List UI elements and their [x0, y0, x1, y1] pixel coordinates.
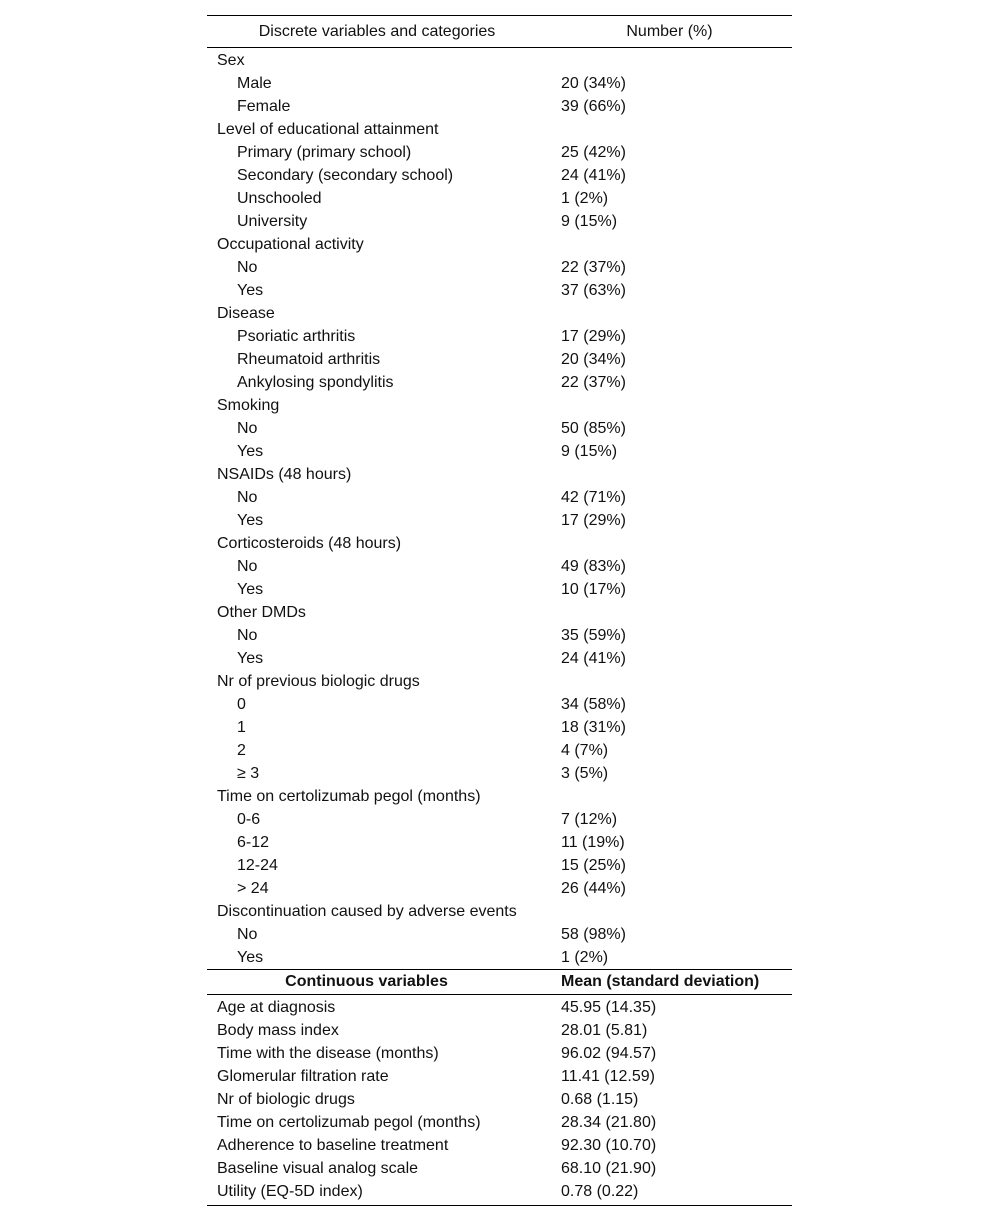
- item-label: No: [237, 489, 258, 506]
- item-label: Ankylosing spondylitis: [237, 374, 394, 391]
- item-value: 24 (41%): [561, 167, 626, 184]
- table-row: [207, 256, 792, 279]
- category-label: Corticosteroids (48 hours): [217, 535, 402, 552]
- item-value: 15 (25%): [561, 857, 626, 874]
- discrete-header-label: Discrete variables and categories: [258, 22, 496, 40]
- table-row: [207, 1157, 792, 1180]
- category-label: Discontinuation caused by adverse events: [217, 903, 517, 920]
- continuous-value: 11.41 (12.59): [561, 1068, 655, 1085]
- table-row: [207, 279, 792, 302]
- item-value: 34 (58%): [561, 696, 626, 713]
- continuous-value: 0.78 (0.22): [561, 1183, 639, 1200]
- continuous-value: 96.02 (94.57): [561, 1045, 657, 1062]
- item-value: 42 (71%): [561, 489, 626, 506]
- table-row: [207, 95, 792, 118]
- table-row: [207, 808, 792, 831]
- category-label: Level of educational attainment: [217, 121, 439, 138]
- item-value: 22 (37%): [561, 259, 626, 276]
- item-label: 0: [237, 696, 246, 713]
- category-label: Nr of previous biologic drugs: [217, 673, 420, 690]
- continuous-value: 68.10 (21.90): [561, 1160, 657, 1177]
- item-value: 50 (85%): [561, 420, 626, 437]
- continuous-value: 92.30 (10.70): [561, 1137, 657, 1154]
- category-label: NSAIDs (48 hours): [217, 466, 352, 483]
- item-label: Female: [237, 98, 291, 115]
- item-value: 49 (83%): [561, 558, 626, 575]
- category-row: [207, 785, 792, 808]
- item-value: 58 (98%): [561, 926, 626, 943]
- item-value: 26 (44%): [561, 880, 626, 897]
- table-row: [207, 578, 792, 601]
- item-label: > 24: [237, 880, 269, 897]
- item-value: 22 (37%): [561, 374, 626, 391]
- category-label: Time on certolizumab pegol (months): [217, 788, 481, 805]
- table-row: [207, 210, 792, 233]
- table-row: [207, 486, 792, 509]
- table-row: [207, 624, 792, 647]
- table-row: [207, 1180, 792, 1203]
- data-table: [207, 15, 792, 1206]
- category-label: Other DMDs: [217, 604, 306, 621]
- continuous-body: [207, 995, 792, 1205]
- item-label: ≥ 3: [237, 765, 260, 782]
- bottom-rule: [207, 1205, 792, 1206]
- table-row: [207, 164, 792, 187]
- continuous-label: Nr of biologic drugs: [217, 1091, 355, 1108]
- category-label: Disease: [217, 305, 275, 322]
- item-label: 1: [237, 719, 246, 736]
- continuous-header-row: [207, 970, 792, 994]
- item-label: No: [237, 558, 258, 575]
- item-value: 1 (2%): [561, 949, 609, 966]
- category-row: [207, 118, 792, 141]
- category-row: [207, 670, 792, 693]
- table-row: [207, 371, 792, 394]
- item-label: Psoriatic arthritis: [237, 328, 356, 345]
- continuous-label: Age at diagnosis: [217, 999, 336, 1016]
- table-row: [207, 693, 792, 716]
- table-row: [207, 716, 792, 739]
- table-row: [207, 946, 792, 969]
- continuous-label: Glomerular filtration rate: [217, 1068, 389, 1085]
- item-label: Male: [237, 75, 272, 92]
- continuous-label: Time with the disease (months): [217, 1045, 439, 1062]
- item-label: Yes: [237, 949, 264, 966]
- item-value: 3 (5%): [561, 765, 609, 782]
- item-label: Primary (primary school): [237, 144, 412, 161]
- table-row: [207, 141, 792, 164]
- item-label: Yes: [237, 650, 264, 667]
- category-row: [207, 233, 792, 256]
- table-row: [207, 1042, 792, 1065]
- table-row: [207, 1019, 792, 1042]
- item-label: Unschooled: [237, 190, 322, 207]
- category-label: Sex: [217, 52, 245, 69]
- continuous-value: 45.95 (14.35): [561, 999, 657, 1016]
- item-label: Rheumatoid arthritis: [237, 351, 381, 368]
- table-row: [207, 854, 792, 877]
- table-row: [207, 417, 792, 440]
- item-label: Secondary (secondary school): [237, 167, 454, 184]
- table-row: [207, 1088, 792, 1111]
- item-label: No: [237, 926, 258, 943]
- continuous-value: 28.34 (21.80): [561, 1114, 657, 1131]
- continuous-label: Adherence to baseline treatment: [217, 1137, 449, 1154]
- item-value: 18 (31%): [561, 719, 626, 736]
- table-row: [207, 739, 792, 762]
- item-label: 0-6: [237, 811, 261, 828]
- item-value: 10 (17%): [561, 581, 626, 598]
- item-value: 20 (34%): [561, 75, 626, 92]
- continuous-label: Time on certolizumab pegol (months): [217, 1114, 481, 1131]
- item-value: 37 (63%): [561, 282, 626, 299]
- continuous-label: Utility (EQ-5D index): [217, 1183, 363, 1200]
- item-value: 25 (42%): [561, 144, 626, 161]
- item-value: 24 (41%): [561, 650, 626, 667]
- continuous-value: 0.68 (1.15): [561, 1091, 639, 1108]
- table-row: [207, 923, 792, 946]
- category-row: [207, 463, 792, 486]
- item-value: 39 (66%): [561, 98, 626, 115]
- table-row: [207, 831, 792, 854]
- item-label: 6-12: [237, 834, 270, 851]
- category-row: [207, 601, 792, 624]
- item-label: Yes: [237, 581, 264, 598]
- continuous-header-value: Mean (standard deviation): [561, 973, 760, 990]
- table-row: [207, 555, 792, 578]
- continuous-label: Baseline visual analog scale: [217, 1160, 419, 1177]
- item-value: 9 (15%): [561, 213, 618, 230]
- table-row: [207, 325, 792, 348]
- category-row: [207, 49, 792, 72]
- continuous-value: 28.01 (5.81): [561, 1022, 648, 1039]
- table-row: [207, 72, 792, 95]
- item-value: 1 (2%): [561, 190, 609, 207]
- item-label: Yes: [237, 443, 264, 460]
- category-label: Occupational activity: [217, 236, 364, 253]
- table-row: [207, 509, 792, 532]
- table-row: [207, 762, 792, 785]
- table-row: [207, 996, 792, 1019]
- item-value: 35 (59%): [561, 627, 626, 644]
- item-label: Yes: [237, 282, 264, 299]
- discrete-body: [207, 48, 792, 969]
- item-value: 4 (7%): [561, 742, 609, 759]
- item-value: 9 (15%): [561, 443, 618, 460]
- discrete-header-row: [207, 16, 792, 47]
- table-row: [207, 440, 792, 463]
- table-row: [207, 348, 792, 371]
- continuous-header-label: Continuous variables: [285, 973, 448, 990]
- table-row: [207, 1065, 792, 1088]
- category-row: [207, 302, 792, 325]
- category-row: [207, 900, 792, 923]
- item-label: 12-24: [237, 857, 278, 874]
- table-row: [207, 187, 792, 210]
- item-label: University: [237, 213, 308, 230]
- category-label: Smoking: [217, 397, 280, 414]
- item-label: 2: [237, 742, 246, 759]
- table-row: [207, 1111, 792, 1134]
- item-value: 17 (29%): [561, 512, 626, 529]
- item-label: No: [237, 627, 258, 644]
- item-value: 7 (12%): [561, 811, 618, 828]
- item-value: 20 (34%): [561, 351, 626, 368]
- table-row: [207, 877, 792, 900]
- table-row: [207, 647, 792, 670]
- category-row: [207, 532, 792, 555]
- item-label: Yes: [237, 512, 264, 529]
- continuous-label: Body mass index: [217, 1022, 339, 1039]
- item-value: 11 (19%): [561, 834, 625, 851]
- table-row: [207, 1134, 792, 1157]
- category-row: [207, 394, 792, 417]
- item-value: 17 (29%): [561, 328, 626, 345]
- discrete-header-value: Number (%): [626, 22, 713, 40]
- item-label: No: [237, 420, 258, 437]
- item-label: No: [237, 259, 258, 276]
